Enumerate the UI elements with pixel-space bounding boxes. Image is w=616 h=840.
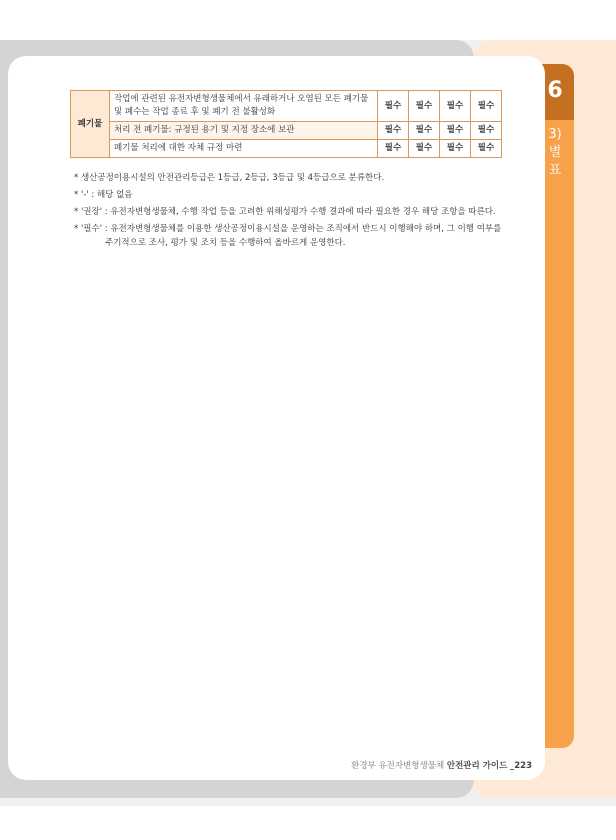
footnote-text: 유전자변형생물체를 이용한 생산공정이용시설을 운영하는 조직에서 반드시 이행해야 하며, 그 이행 여부를 <box>110 224 502 234</box>
level-4-cell: 필수 <box>471 140 502 158</box>
category-cell: 폐기물 <box>71 91 110 158</box>
level-2-cell: 필수 <box>409 122 440 140</box>
level-2-cell: 필수 <box>409 140 440 158</box>
level-2-cell: 필수 <box>409 91 440 122</box>
level-3-cell: 필수 <box>440 91 471 122</box>
level-3-cell: 필수 <box>440 140 471 158</box>
description-cell: 작업에 관련된 유전자변형생물체에서 유래하거나 오염된 모든 폐기물 및 폐수는 작업 종료 후 및 폐기 전 불활성화 <box>110 91 378 122</box>
table-row <box>71 91 502 122</box>
page-number: _223 <box>510 761 532 771</box>
page-bottom-margin <box>0 806 616 840</box>
section-label-part: 3) <box>548 127 562 142</box>
section-label-part: 별 <box>548 145 562 160</box>
page-top-margin <box>0 0 616 40</box>
chapter-number: 6 <box>547 78 563 103</box>
table-row <box>71 122 502 140</box>
footnote-label: * '-' : <box>74 190 97 200</box>
description-cell: 폐기물 처리에 대한 자체 규정 마련 <box>110 140 378 158</box>
footnotes <box>74 172 514 251</box>
level-4-cell: 필수 <box>471 122 502 140</box>
requirements-table <box>70 90 502 158</box>
level-1-cell: 필수 <box>378 122 409 140</box>
footnote <box>74 172 514 186</box>
footnote-label: * <box>74 173 81 183</box>
page-footer <box>300 759 532 771</box>
content-card <box>8 56 545 780</box>
level-1-cell: 필수 <box>378 140 409 158</box>
footer-guide-title: 안전관리 가이드 <box>446 761 508 771</box>
level-3-cell: 필수 <box>440 122 471 140</box>
footnote <box>74 223 514 237</box>
level-1-cell: 필수 <box>378 91 409 122</box>
footnote-text: 생산공정이용시설의 안전관리등급은 1등급, 2등급, 3등급 및 4등급으로 분류한다. <box>80 173 385 183</box>
footnote-text: 유전자변형생물체, 수행 작업 등을 고려한 위해성평가 수행 결과에 따라 필요한 경우 해당 조항을 따른다. <box>110 207 496 217</box>
table-row <box>71 140 502 158</box>
footnote-text: 해당 없음 <box>96 190 133 200</box>
footnote-continuation: 주기적으로 조사, 평가 및 조치 등을 수행하여 올바르게 운영한다. <box>105 238 346 248</box>
footer-publisher: 환경부 유전자변형생물체 <box>351 761 445 771</box>
description-cell: 처리 전 폐기물: 규정된 용기 및 지정 장소에 보관 <box>110 122 378 140</box>
level-4-cell: 필수 <box>471 91 502 122</box>
footnote <box>74 206 514 220</box>
footnote <box>74 189 514 203</box>
footnote-label: * '필수' : <box>74 224 111 234</box>
section-label-part: 표 <box>548 163 562 178</box>
footnote-label: * '권장' : <box>74 207 111 217</box>
